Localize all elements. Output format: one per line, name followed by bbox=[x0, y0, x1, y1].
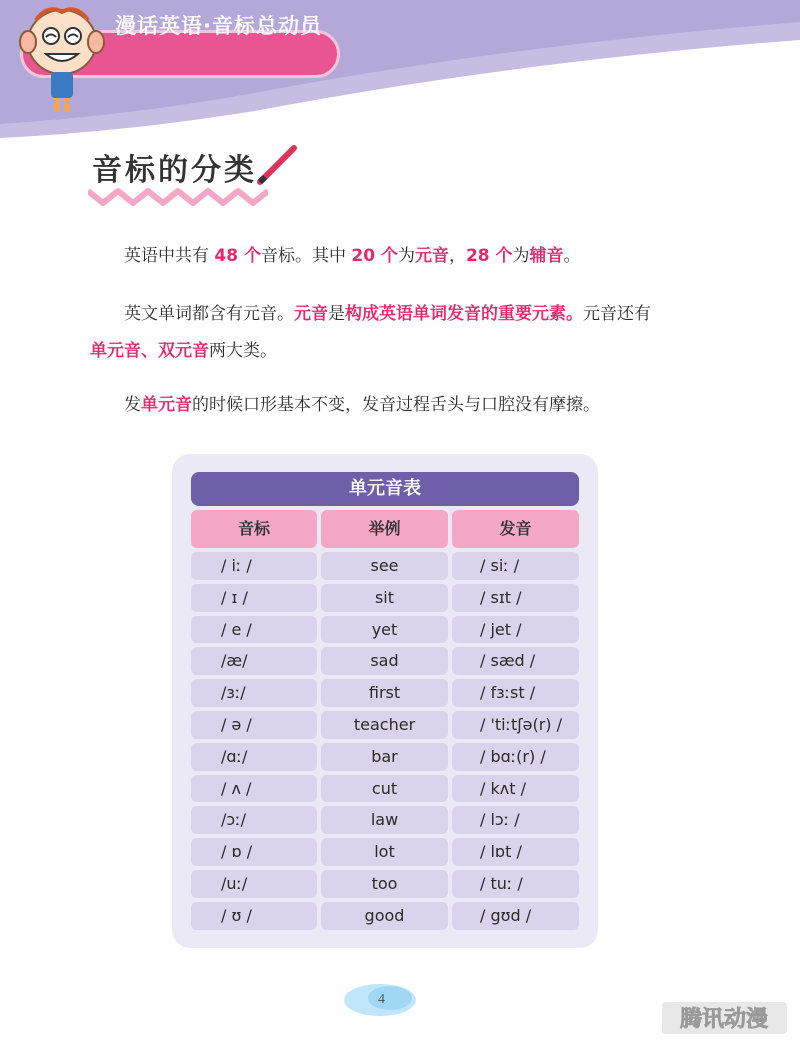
symbol-cell: / ʌ / bbox=[191, 775, 317, 803]
pronunciation-cell: / jet / bbox=[452, 616, 579, 644]
pronunciation-cell: / tuː / bbox=[452, 870, 579, 898]
symbol-cell: / iː / bbox=[191, 552, 317, 580]
pronunciation-cell: / 'tiːtʃə(r) / bbox=[452, 711, 579, 739]
pronunciation-cell: / bɑː(r) / bbox=[452, 743, 579, 771]
example-cell: first bbox=[321, 679, 448, 707]
example-cell: sad bbox=[321, 647, 448, 675]
pronunciation-cell: / sɪt / bbox=[452, 584, 579, 612]
symbol-cell: /ɔː/ bbox=[191, 806, 317, 834]
example-cell: sit bbox=[321, 584, 448, 612]
section-title: 音标的分类 bbox=[92, 153, 257, 188]
example-cell: good bbox=[321, 902, 448, 930]
example-cell: teacher bbox=[321, 711, 448, 739]
table-header-symbol: 音标 bbox=[191, 510, 317, 548]
mascot-icon bbox=[18, 2, 108, 114]
symbol-cell: / ʊ / bbox=[191, 902, 317, 930]
symbol-cell: / ɪ / bbox=[191, 584, 317, 612]
watermark-logo bbox=[662, 1000, 787, 1036]
example-cell: yet bbox=[321, 616, 448, 644]
pronunciation-cell: / lɔː / bbox=[452, 806, 579, 834]
pronunciation-cell: / sæd / bbox=[452, 647, 579, 675]
page-number: 4 bbox=[378, 992, 385, 1007]
symbol-cell: /ɜː/ bbox=[191, 679, 317, 707]
example-cell: lot bbox=[321, 838, 448, 866]
pronunciation-cell: / lɒt / bbox=[452, 838, 579, 866]
table-title: 单元音表 bbox=[191, 472, 579, 506]
symbol-cell: / e / bbox=[191, 616, 317, 644]
pronunciation-cell: / kʌt / bbox=[452, 775, 579, 803]
paragraph-vowel-intro: 英文单词都含有元音。元音是构成英语单词发音的重要元素。元音还有 单元音、双元音两大类。 bbox=[90, 304, 651, 361]
pronunciation-cell: / gʊd / bbox=[452, 902, 579, 930]
symbol-cell: /uː/ bbox=[191, 870, 317, 898]
table-header-pronunciation: 发音 bbox=[452, 510, 579, 548]
example-cell: law bbox=[321, 806, 448, 834]
page-number-decoration bbox=[330, 978, 420, 1022]
example-cell: see bbox=[321, 552, 448, 580]
pronunciation-cell: / siː / bbox=[452, 552, 579, 580]
pronunciation-cell: / fɜːst / bbox=[452, 679, 579, 707]
example-cell: too bbox=[321, 870, 448, 898]
vowel-table bbox=[191, 510, 579, 930]
paragraph-monophthong: 发单元音的时候口形基本不变，发音过程舌头与口腔没有摩擦。 bbox=[124, 395, 600, 415]
zigzag-underline bbox=[88, 183, 268, 209]
banner-title: 漫话英语·音标总动员 bbox=[115, 14, 322, 38]
symbol-cell: / ə / bbox=[191, 711, 317, 739]
symbol-cell: / ɒ / bbox=[191, 838, 317, 866]
svg-text:腾讯动漫: 腾讯动漫 bbox=[679, 1007, 769, 1032]
symbol-cell: /æ/ bbox=[191, 647, 317, 675]
table-header-example: 举例 bbox=[321, 510, 448, 548]
symbol-cell: /ɑː/ bbox=[191, 743, 317, 771]
example-cell: cut bbox=[321, 775, 448, 803]
example-cell: bar bbox=[321, 743, 448, 771]
paragraph-phonetic-count: 英语中共有 48 个音标。其中 20 个为元音，28 个为辅音。 bbox=[124, 246, 581, 266]
